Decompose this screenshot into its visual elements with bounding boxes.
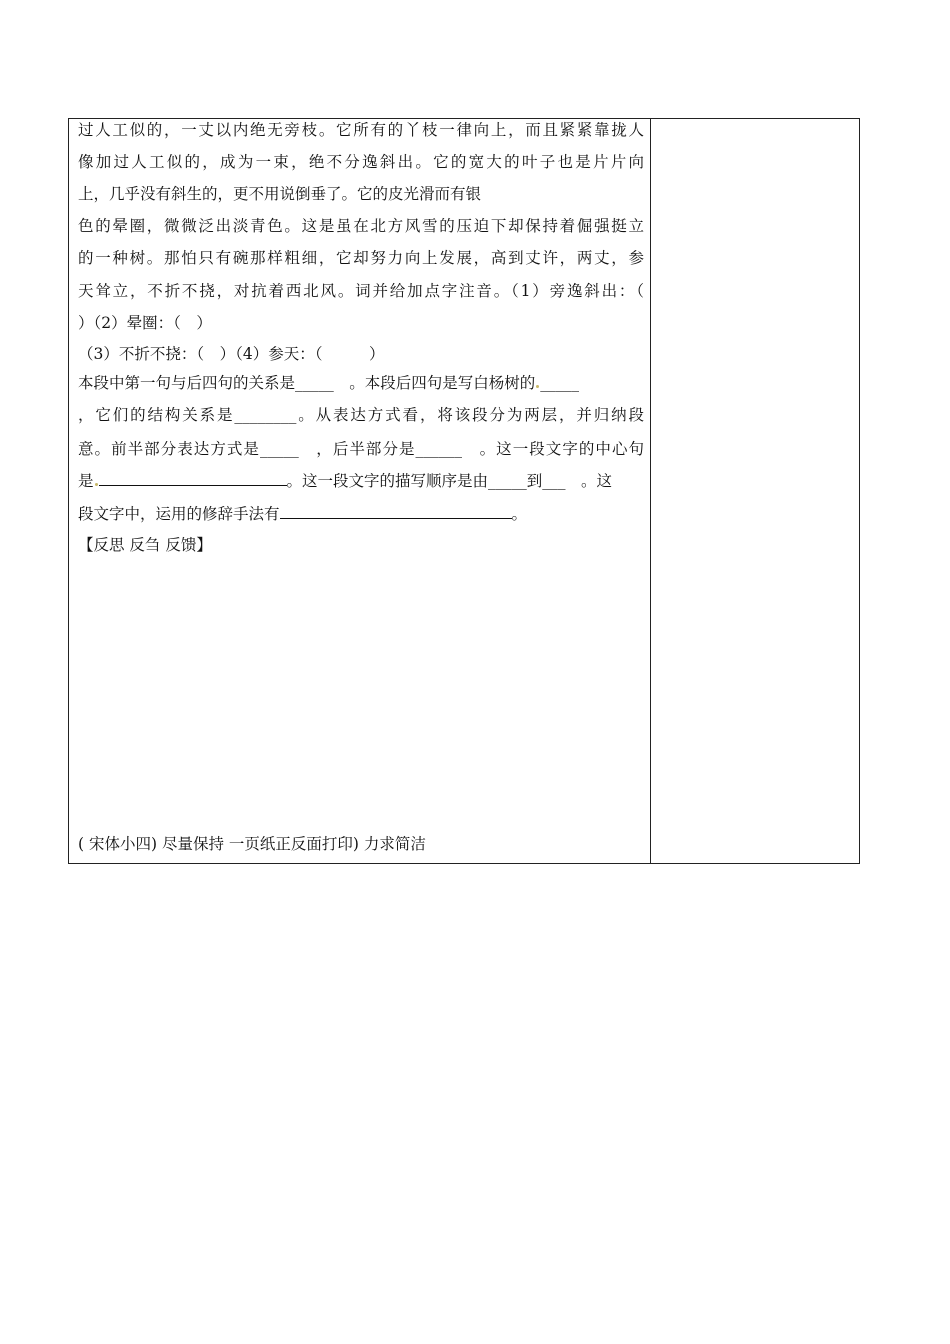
footer-note: ( 宋体小四) 尽量保持 一页纸正反面打印) 力求简洁 [78,835,426,853]
passage-line-6: 天耸立，不折不挠，对抗着西北风。词并给加点字注音。（1）旁逸斜出：（ [78,282,644,300]
passage-line-3: 上，几乎没有斜生的，更不用说倒垂了。它的皮光滑而有银 [78,185,482,203]
reflection-heading: 【反思 反刍 反馈】 [78,536,212,554]
passage-line-8: （3）不折不挠：（ ）（4）参天：（ ） [78,345,385,363]
worksheet-table [68,118,860,864]
question-5-text: 段文字中，运用的修辞手法有 [78,505,280,523]
emphasis-dot-icon [536,385,539,388]
central-sentence-blank[interactable] [99,471,287,486]
question-1-text: 本段中第一句与后四句的关系是_____ 。本段后四句是写白杨树的 [78,374,536,392]
passage-line-1: 过人工似的，一丈以内绝无旁枝。它所有的丫枝一律向上，而且紧紧靠拢人 [78,121,644,139]
passage-line-5: 的一种树。那怕只有碗那样粗细，它却努力向上发展，高到丈许，两丈，参 [78,249,644,267]
question-line-5 [78,504,527,524]
passage-line-7: ）（2）晕圈：（ ） [78,314,212,332]
rhetoric-blank[interactable] [280,504,512,519]
question-5-end: 。 [511,505,528,523]
question-4-text: 。这一段文字的描写顺序是由_____到___ 。这 [286,472,613,490]
notes-cell[interactable] [651,119,859,863]
question-line-3: 意。前半部分表达方式是_____ ，后半部分是______ 。这一段文字的中心句 [78,440,644,458]
passage-line-4: 色的晕圈，微微泛出淡青色。这是虽在北方风雪的压迫下却保持着倔强挺立 [78,217,644,235]
question-line-4 [78,471,612,491]
content-cell [78,119,644,863]
passage-line-2: 像加过人工似的，成为一束，绝不分逸斜出。它的宽大的叶子也是片片向 [78,153,644,171]
question-4-prefix: 是 [78,472,94,490]
question-line-2: ，它们的结构关系是________。从表达方式看，将该段分为两层，并归纳段 [78,406,644,424]
emphasis-dot-icon [95,483,98,486]
question-1-blank[interactable]: _____ [540,374,580,392]
question-line-1 [78,373,579,393]
